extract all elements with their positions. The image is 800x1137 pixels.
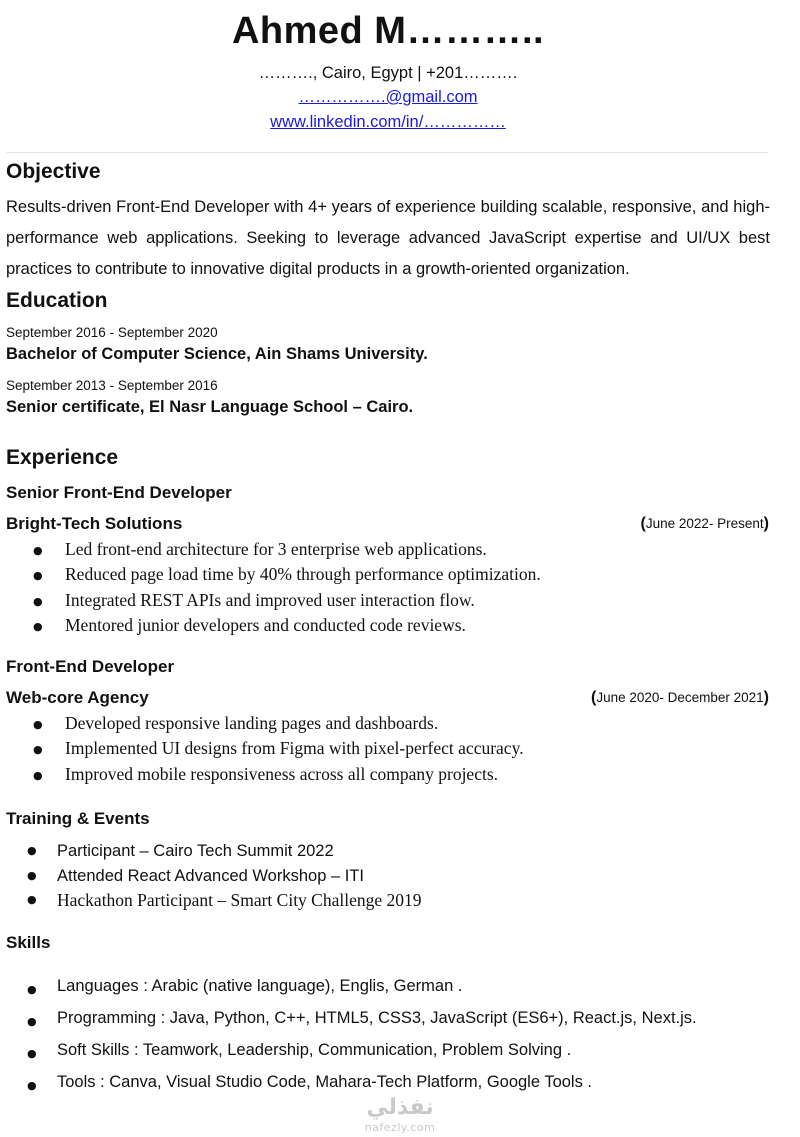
job-company: Web-core Agency: [6, 688, 149, 707]
linkedin-link[interactable]: www.linkedin.com/in/……………: [270, 113, 506, 131]
job-company: Bright-Tech Solutions: [6, 514, 183, 533]
job-dates: (June 2020- December 2021): [590, 689, 769, 706]
list-item: ● Implemented UI designs from Figma with pixel-perfect accuracy.: [65, 736, 524, 761]
job-bullets: [65, 537, 541, 638]
education-degree: Senior certificate, El Nasr Language School – Cairo.: [6, 398, 414, 416]
training-heading: Training & Events: [6, 809, 150, 828]
education-heading: Education: [6, 289, 108, 312]
watermark-site: nafezly.com: [364, 1121, 436, 1134]
job-title: Front-End Developer: [6, 657, 175, 676]
training-list: [57, 839, 422, 913]
list-item: ● Improved mobile responsiveness across all company projects.: [65, 762, 524, 787]
list-item: ● Mentored junior developers and conducted code reviews.: [65, 613, 541, 638]
objective-heading: Objective: [6, 160, 101, 183]
list-item: ● Led front-end architecture for 3 enterprise web applications.: [65, 537, 541, 562]
list-item: ● Hackathon Participant – Smart City Challenge 2019: [57, 888, 422, 913]
email-link[interactable]: …………….@gmail.com: [298, 88, 478, 106]
address-phone-line: ………., Cairo, Egypt | +201……….: [258, 64, 518, 82]
candidate-name: Ahmed M………..: [231, 10, 545, 52]
job-dates: (June 2022- Present): [640, 515, 769, 532]
job-title: Senior Front-End Developer: [6, 483, 232, 502]
education-degree: Bachelor of Computer Science, Ain Shams University.: [6, 345, 428, 363]
experience-heading: Experience: [6, 446, 119, 469]
skills-heading: Skills: [6, 933, 51, 952]
list-item: ● Tools : Canva, Visual Studio Code, Mahara-Tech Platform, Google Tools .: [57, 1066, 697, 1098]
skills-list: [57, 970, 697, 1098]
list-item: ● Languages : Arabic (native language), Englis, German .: [57, 970, 697, 1002]
nafezly-watermark: [355, 1095, 445, 1134]
list-item: ● Soft Skills : Teamwork, Leadership, Communication, Problem Solving .: [57, 1034, 697, 1066]
list-item: ● Integrated REST APIs and improved user interaction flow.: [65, 588, 541, 613]
watermark-logo: نفذلي: [366, 1095, 434, 1120]
list-item: ● Programming : Java, Python, C++, HTML5, CSS3, JavaScript (ES6+), React.js, Next.js.: [57, 1002, 697, 1034]
education-dates: September 2016 - September 2020: [6, 325, 218, 340]
list-item: ● Participant – Cairo Tech Summit 2022: [57, 839, 422, 864]
list-item: ● Developed responsive landing pages and dashboards.: [65, 711, 524, 736]
education-dates: September 2013 - September 2016: [6, 378, 218, 393]
objective-text: Results-driven Front-End Developer with 4+ years of experience building scalable, responsive, and high-performance web applications. Seeking to leverage advanced JavaScript expertise and UI/UX best practices to contribute to innovative digital products in a growth-oriented organization.: [6, 198, 770, 278]
list-item: ● Attended React Advanced Workshop – ITI: [57, 864, 422, 889]
job-bullets: [65, 711, 524, 787]
list-item: ● Reduced page load time by 40% through performance optimization.: [65, 562, 541, 587]
header-divider: [6, 152, 768, 153]
